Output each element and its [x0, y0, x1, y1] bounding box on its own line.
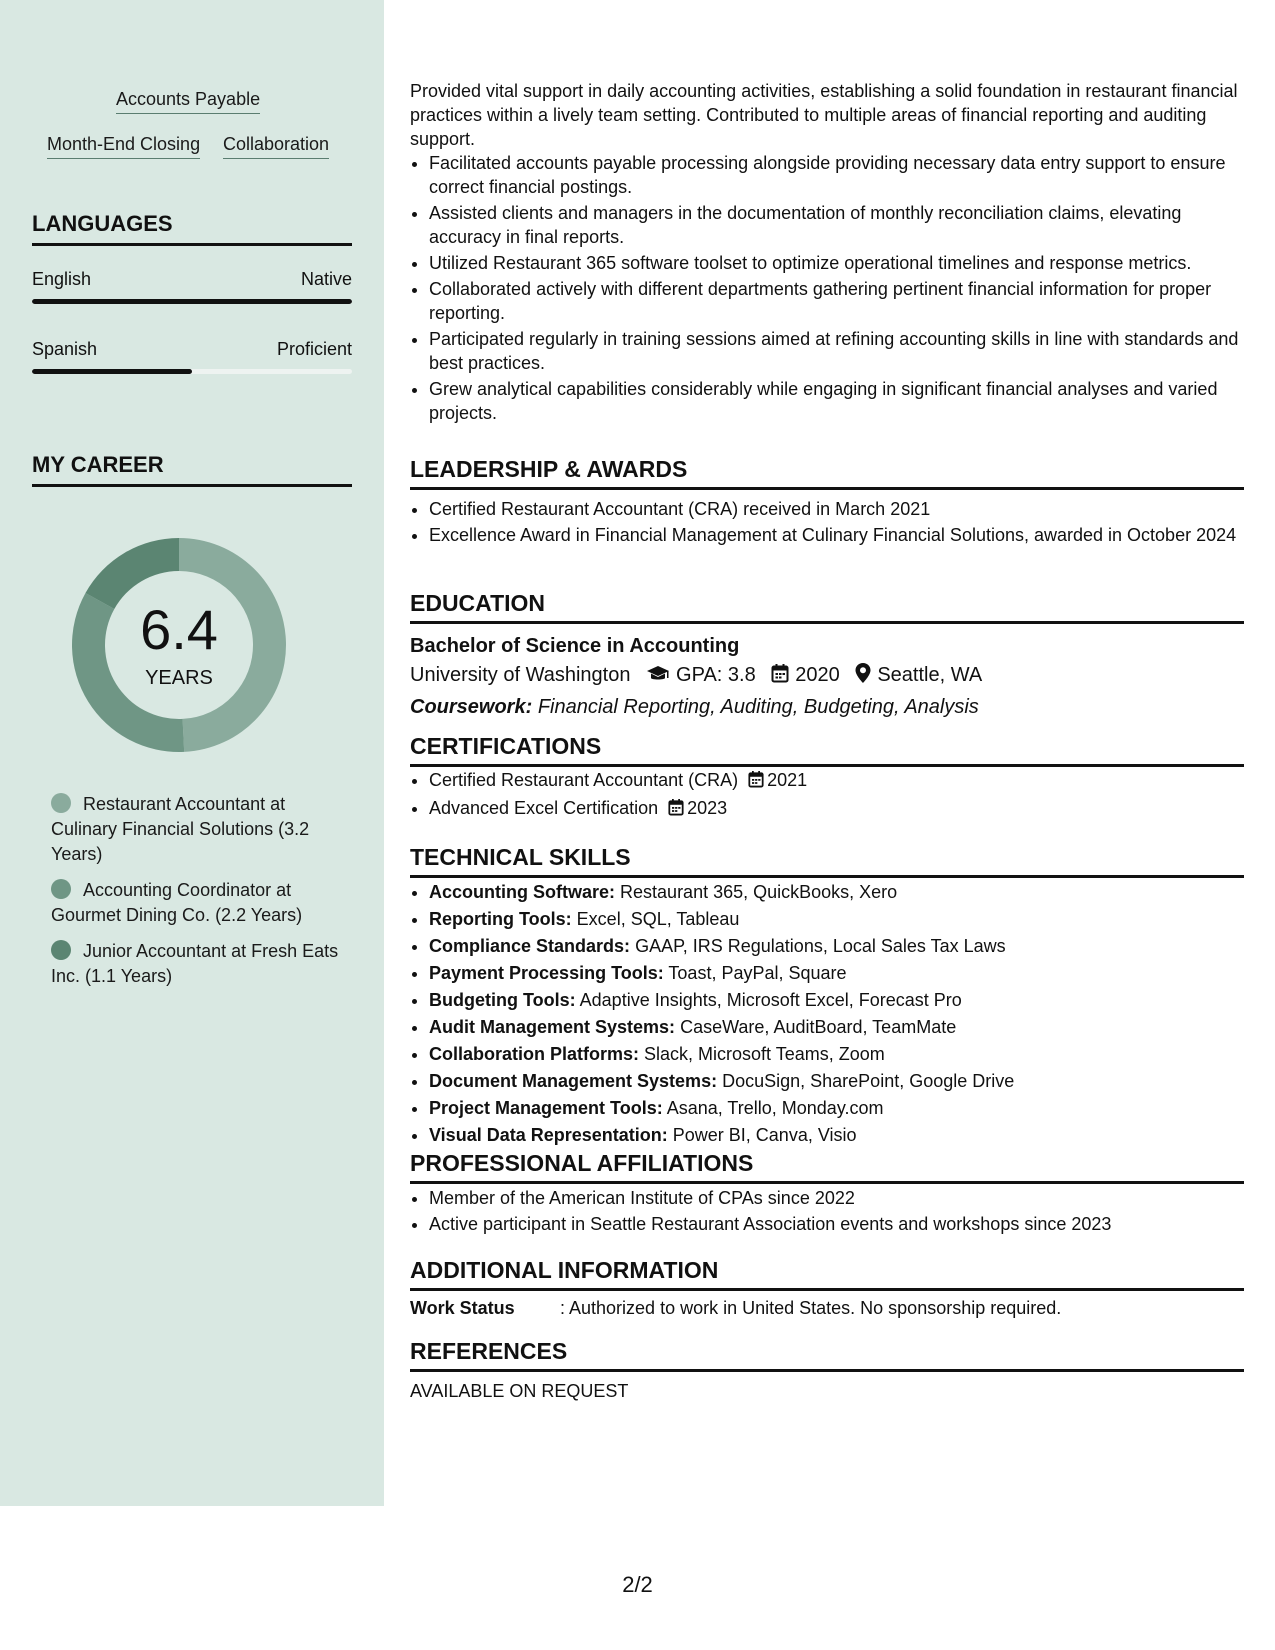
technical-skill-label: Accounting Software: [429, 882, 616, 902]
language-row [32, 267, 352, 291]
technical-skill-label: Reporting Tools: [429, 909, 572, 929]
certifications-heading: CERTIFICATIONS [410, 732, 1244, 767]
technical-skill-value: Toast, PayPal, Square [668, 963, 847, 983]
education-meta [410, 660, 1244, 692]
calendar-icon [668, 798, 684, 822]
technical-skill-item [429, 880, 1244, 904]
affiliation-item: • Active participant in Seattle Restaurant Association events and workshops since 2023 [429, 1212, 1244, 1236]
education-year: 2020 [795, 664, 840, 686]
technical-skill-item [429, 961, 1244, 985]
leadership-block [410, 497, 1244, 549]
language-proficiency-fill [32, 299, 352, 304]
education-coursework [410, 692, 1244, 722]
experience-bullet: • Participated regularly in training sessions aimed at refining accounting skills in line with standards and best practices. [429, 327, 1244, 375]
technical-skill-item [429, 1123, 1244, 1147]
page-number: 2/2 [622, 1572, 653, 1597]
technical-skill-item [429, 907, 1244, 931]
leadership-item: • Excellence Award in Financial Management at Culinary Financial Solutions, awarded in October 2024 [429, 523, 1244, 547]
technical-skill-label: Document Management Systems: [429, 1071, 718, 1091]
technical-skill-value: Asana, Trello, Monday.com [666, 1098, 884, 1118]
experience-summary: Provided vital support in daily accounting activities, establishing a solid foundation in restaurant financial practices within a lively team setting. Contributed to multiple areas of financial reporting and auditing support. [410, 81, 1238, 149]
technical-skill-label: Budgeting Tools: [429, 990, 576, 1010]
leadership-item: • Certified Restaurant Accountant (CRA) received in March 2021 [429, 497, 1244, 521]
career-total-unit: YEARS [145, 667, 213, 689]
location-pin-icon [855, 662, 871, 692]
career-legend-label: Junior Accountant at Fresh Eats Inc. (1.1 Years) [51, 941, 339, 986]
work-status-label: Work Status [410, 1298, 515, 1318]
references-heading: REFERENCES [410, 1337, 1244, 1372]
career-legend-label: Accounting Coordinator at Gourmet Dining Co. (2.2 Years) [51, 880, 303, 925]
legend-dot [51, 879, 71, 899]
career-donut-chart [66, 532, 292, 758]
language-name: Spanish [32, 339, 98, 359]
certification-item [429, 768, 1244, 794]
coursework-value: Financial Reporting, Auditing, Budgeting, Analysis [537, 696, 979, 718]
experience-bullet: • Collaborated actively with different departments gathering pertinent financial information for proper reporting. [429, 277, 1244, 325]
certification-year: 2023 [687, 798, 728, 818]
legend-dot [51, 940, 71, 960]
additional-info-heading: ADDITIONAL INFORMATION [410, 1256, 1244, 1291]
graduation-cap-icon [646, 662, 670, 692]
affiliations-heading: PROFESSIONAL AFFILIATIONS [410, 1149, 1244, 1184]
certification-name: Advanced Excel Certification [429, 798, 659, 818]
skill-tag: Collaboration [223, 133, 329, 159]
experience-bullet: • Grew analytical capabilities considerably while engaging in significant financial analyses and varied projects. [429, 377, 1244, 425]
experience-bullet: • Utilized Restaurant 365 software toolset to optimize operational timelines and response metrics. [429, 251, 1244, 275]
certification-name: Certified Restaurant Accountant (CRA) [429, 770, 739, 790]
career-legend-item [51, 792, 341, 867]
career-heading: MY CAREER [32, 452, 352, 487]
languages-heading: LANGUAGES [32, 211, 352, 246]
technical-skill-item [429, 1042, 1244, 1066]
technical-skill-value: Adaptive Insights, Microsoft Excel, Forecast Pro [579, 990, 962, 1010]
legend-dot [51, 793, 71, 813]
skill-tag: Month-End Closing [47, 133, 200, 159]
education-block [410, 632, 1244, 722]
technical-skill-value: GAAP, IRS Regulations, Local Sales Tax Laws [635, 936, 1006, 956]
experience-bullet: • Facilitated accounts payable processing alongside providing necessary data entry support to ensure correct financial postings. [429, 151, 1244, 199]
technical-skill-value: CaseWare, AuditBoard, TeamMate [680, 1017, 957, 1037]
career-legend-label: Restaurant Accountant at Culinary Financial Solutions (3.2 Years) [51, 794, 310, 864]
technical-skill-label: Compliance Standards: [429, 936, 631, 956]
experience-bullet: • Assisted clients and managers in the documentation of monthly reconciliation claims, elevating accuracy in final reports. [429, 201, 1244, 249]
sidebar [0, 0, 384, 1506]
certifications-block [410, 768, 1244, 824]
technical-skill-value: DocuSign, SharePoint, Google Drive [722, 1071, 1015, 1091]
work-status-row [410, 1296, 1244, 1320]
technical-skills-block [410, 880, 1244, 1150]
career-legend-item [51, 939, 341, 989]
technical-skill-label: Payment Processing Tools: [429, 963, 664, 983]
technical-skill-item [429, 1015, 1244, 1039]
additional-info-block [410, 1296, 1244, 1320]
technical-skill-label: Collaboration Platforms: [429, 1044, 640, 1064]
work-status-value: : Authorized to work in United States. No sponsorship required. [560, 1298, 1062, 1318]
education-gpa: GPA: 3.8 [676, 664, 756, 686]
language-proficiency-bar [32, 299, 352, 304]
affiliation-item: • Member of the American Institute of CPAs since 2022 [429, 1186, 1244, 1210]
language-level: Native [300, 269, 352, 289]
technical-skill-label: Audit Management Systems: [429, 1017, 676, 1037]
language-proficiency-fill [32, 369, 192, 374]
language-name: English [32, 269, 92, 289]
technical-skill-item [429, 1096, 1244, 1120]
technical-skill-label: Visual Data Representation: [429, 1125, 668, 1145]
skill-tag: Accounts Payable [116, 88, 260, 114]
coursework-label: Coursework: [410, 696, 533, 718]
technical-skill-item [429, 988, 1244, 1012]
technical-skill-item [429, 1069, 1244, 1093]
career-total-years: 6.4 [140, 598, 218, 661]
references-text: AVAILABLE ON REQUEST [410, 1381, 629, 1401]
certification-year: 2021 [767, 770, 808, 790]
calendar-icon [771, 662, 789, 692]
career-legend-item [51, 878, 341, 928]
technical-skill-value: Power BI, Canva, Visio [672, 1125, 857, 1145]
technical-skill-item [429, 934, 1244, 958]
affiliations-block [410, 1186, 1244, 1238]
experience-block [410, 79, 1244, 427]
education-location: Seattle, WA [877, 664, 983, 686]
language-row [32, 337, 352, 361]
calendar-icon [748, 770, 764, 794]
education-heading: EDUCATION [410, 589, 1244, 624]
technical-skills-heading: TECHNICAL SKILLS [410, 843, 1244, 878]
experience-bullets [410, 151, 1244, 425]
education-school: University of Washington [410, 664, 631, 686]
technical-skill-value: Restaurant 365, QuickBooks, Xero [620, 882, 898, 902]
technical-skill-label: Project Management Tools: [429, 1098, 663, 1118]
technical-skill-value: Excel, SQL, Tableau [576, 909, 740, 929]
technical-skill-value: Slack, Microsoft Teams, Zoom [644, 1044, 885, 1064]
language-level: Proficient [276, 339, 352, 359]
leadership-heading: LEADERSHIP & AWARDS [410, 455, 1244, 490]
language-proficiency-bar [32, 369, 352, 374]
certification-item [429, 796, 1244, 822]
education-degree: Bachelor of Science in Accounting [410, 635, 740, 657]
